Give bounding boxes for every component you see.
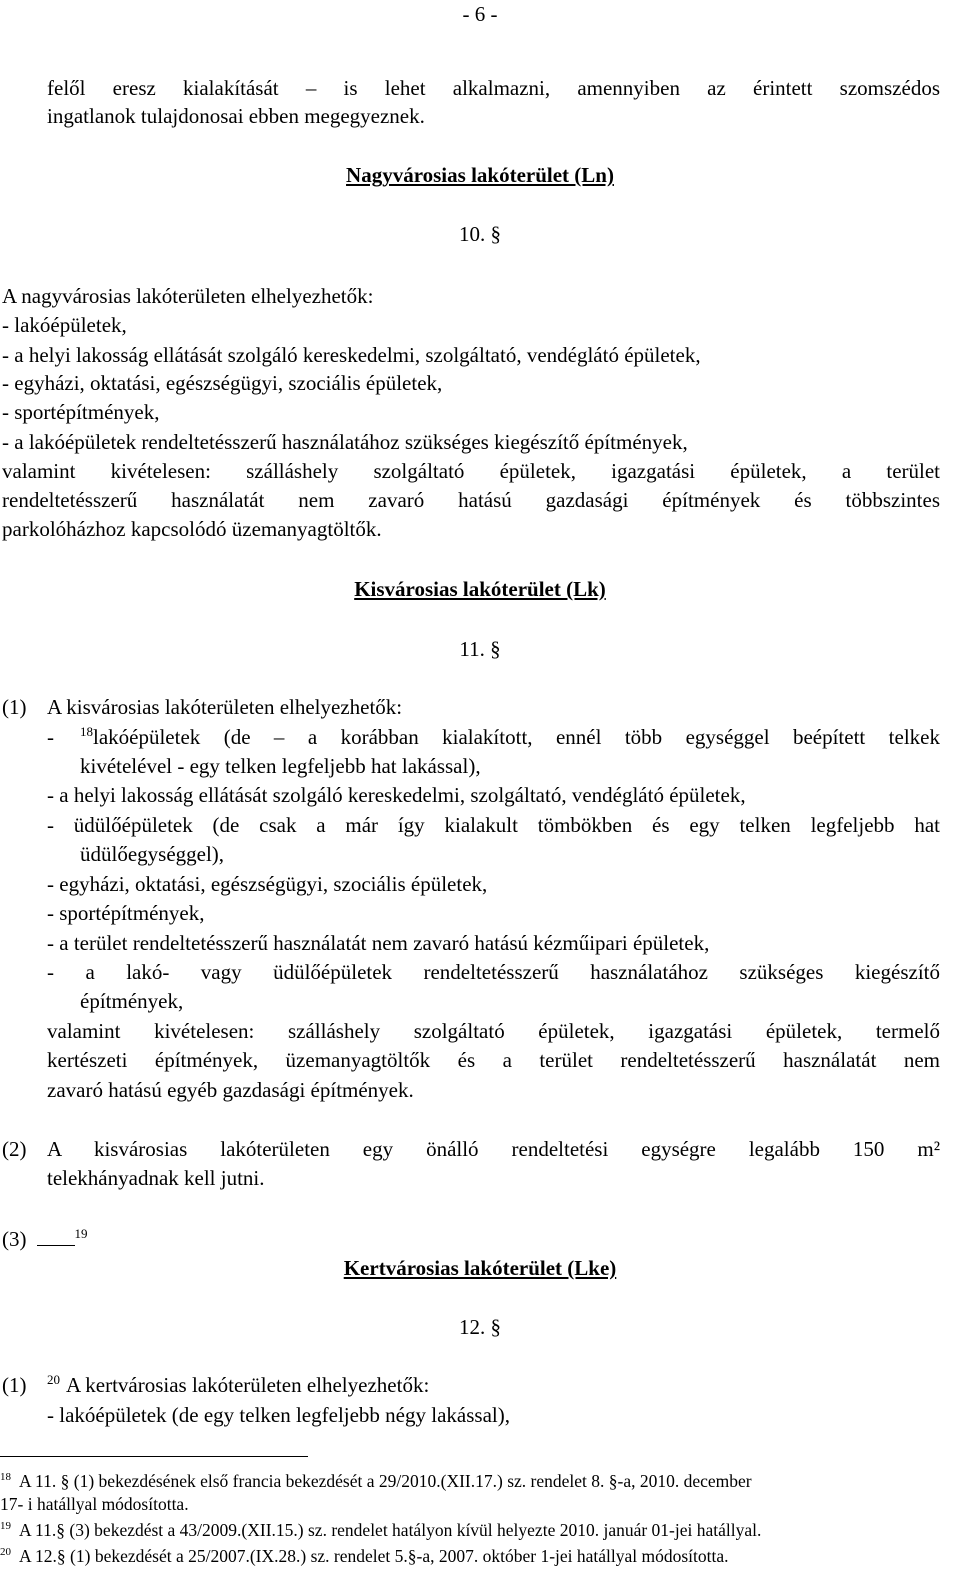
footnote-18-line-1: $^{18}$ A 11. § (1) bekezdésének első francia bekezdését a 29/2010.(XII.17.) sz. rendelet 8. §-a, 2010. december [0, 1471, 752, 1491]
lke-p1-lead: $^{20}$ A kertvárosias lakóterületen elhelyezhetők: [47, 1372, 430, 1397]
paragraph-mark-12: 12. § [459, 1315, 501, 1339]
ln-tail-2: rendeltetésszerű használatát nem zavaró hatású gazdasági építmények és többszintes [2, 488, 940, 512]
footnote-separator [0, 1456, 308, 1457]
footnote-18-line-2: 17- i hatállyal módosította. [0, 1494, 189, 1514]
lk-item-3-line-2: üdülőegységgel), [80, 842, 225, 866]
lk-item-1-line-1: $^{18}$lakóépületek (de – a korábban kialakított, ennél több egységgel beépített telkek [80, 724, 940, 749]
lk-item-1-prefix: - [47, 725, 54, 749]
lk-p2-number: (2) [2, 1137, 27, 1161]
lk-item-6: - a terület rendeltetésszerű használatát nem zavaró hatású kézműipari épületek, [47, 931, 710, 955]
lk-tail-2: kertészeti építmények, üzemanyagtöltők és a terület rendeltetésszerű használatát nem [47, 1048, 940, 1072]
lk-item-2: - a helyi lakosság ellátását szolgáló kereskedelmi, szolgáltató, vendéglátó épületek, [47, 783, 746, 807]
footnote-ref-19: 19 [74, 1226, 88, 1241]
heading-lk: Kisvárosias lakóterület (Lk) [354, 577, 606, 601]
ln-tail-1: valamint kivételesen: szálláshely szolgáltató épületek, igazgatási épületek, a terület [2, 459, 940, 483]
repealed-blank [37, 1223, 75, 1246]
footnote-20: $^{20}$ A 12.§ (1) bekezdését a 25/2007.(IX.28.) sz. rendelet 5.§-a, 2007. október 1-jei hatállyal módosította. [0, 1546, 729, 1566]
footnote-ref-18: 18 [80, 724, 93, 739]
lk-p1-lead: A kisvárosias lakóterületen elhelyezhetők: [47, 695, 403, 719]
lk-tail-3: zavaró hatású egyéb gazdasági építmények. [47, 1078, 414, 1102]
ln-item-4: - sportépítmények, [2, 400, 160, 424]
footnote-ref-20: 20 [47, 1372, 60, 1387]
ln-tail-3: parkolóházhoz kapcsolódó üzemanyagtöltők. [2, 517, 382, 541]
ln-item-2: - a helyi lakosság ellátását szolgáló kereskedelmi, szolgáltató, vendéglátó épületek, [2, 343, 701, 367]
footnote-19: $^{19}$ A 11.§ (3) bekezdést a 43/2009.(XII.15.) sz. rendelet hatályon kívül helyezte 2010. január 01-jei hatállyal. [0, 1520, 762, 1540]
paragraph-mark-11: 11. § [459, 637, 501, 661]
lk-item-1-line-2: kivételével - egy telken legfeljebb hat lakással), [80, 754, 481, 778]
page-number: - 6 - [462, 2, 498, 26]
ln-item-1: - lakóépületek, [2, 313, 127, 337]
intro-line-2: ingatlanok tulajdonosai ebben megegyeznek. [47, 104, 425, 128]
heading-lke: Kertvárosias lakóterület (Lke) [343, 1256, 617, 1280]
paragraph-mark-10: 10. § [459, 222, 501, 246]
lke-item-1: - lakóépületek (de egy telken legfeljebb négy lakással), [47, 1403, 510, 1427]
lk-p3: (3) $^{19}$ [2, 1223, 88, 1253]
heading-ln: Nagyvárosias lakóterület (Ln) [346, 163, 614, 187]
ln-lead: A nagyvárosias lakóterületen elhelyezhetők: [2, 284, 374, 308]
ln-item-5: - a lakóépületek rendeltetésszerű használatához szükséges kiegészítő építmények, [2, 430, 688, 454]
lk-item-3-line-1: - üdülőépületek (de csak a már így kialakult tömbökben és egy telken legfeljebb hat [47, 813, 940, 837]
lke-p1-number: (1) [2, 1373, 27, 1397]
intro-line-1: felől eresz kialakítását – is lehet alkalmazni, amennyiben az érintett szomszédos [47, 76, 940, 100]
ln-item-3: - egyházi, oktatási, egészségügyi, szociális épületek, [2, 371, 443, 395]
lk-p2-line-2: telekhányadnak kell jutni. [47, 1166, 265, 1190]
lk-item-7-line-1: - a lakó- vagy üdülőépületek rendeltetésszerű használatához szükséges kiegészítő [47, 960, 940, 984]
lk-item-7-line-2: építmények, [80, 989, 184, 1013]
lk-p2-line-1: A kisvárosias lakóterületen egy önálló rendeltetési egységre legalább 150 m² [47, 1137, 940, 1161]
lk-item-5: - sportépítmények, [47, 901, 205, 925]
lk-item-4: - egyházi, oktatási, egészségügyi, szociális épületek, [47, 872, 488, 896]
lk-tail-1: valamint kivételesen: szálláshely szolgáltató épületek, igazgatási épületek, termelő [47, 1019, 940, 1043]
lk-p1-number: (1) [2, 695, 27, 719]
